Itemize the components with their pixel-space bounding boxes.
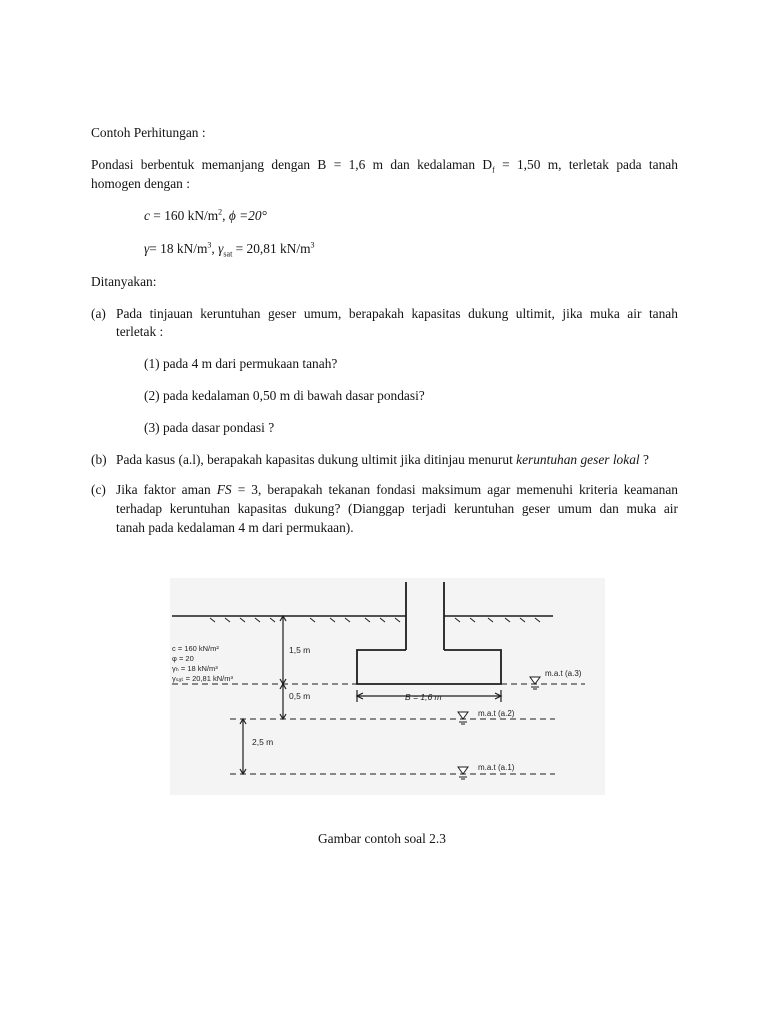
word: tanah	[648, 306, 678, 321]
phi-value: ϕ =20°	[228, 208, 267, 223]
word: muka	[626, 501, 657, 516]
question-a-line-1	[116, 306, 678, 322]
word: $D_f$	[482, 157, 495, 175]
word: geser	[268, 306, 297, 321]
question-b-italic: keruntuhan geser lokal	[516, 452, 640, 467]
question-b-main: Pada kasus (a.l), berapakah kapasitas dukung ultimit jika ditinjau menurut	[116, 452, 517, 467]
word: memanjang	[201, 157, 265, 172]
word: ultimit,	[515, 306, 555, 321]
label-gamma: γₕ = 18 kN/m³	[172, 664, 218, 673]
question-c-pre: Jika faktor aman	[116, 482, 217, 497]
gamma-separator: ,	[211, 241, 219, 256]
c-exponent: 2	[218, 207, 223, 217]
word: berapakah	[348, 306, 404, 321]
figure-caption: Gambar contoh soal 2.3	[318, 831, 446, 846]
gamma-sat-value: = 20,81 kN/m	[232, 241, 311, 256]
question-c-fs: FS	[216, 482, 232, 497]
param-gamma	[144, 241, 315, 257]
gamma-sat-exponent: 3	[310, 240, 315, 250]
word: terletak	[568, 157, 609, 172]
question-c-line-2	[116, 501, 678, 517]
word: air	[627, 306, 642, 321]
param-c-phi	[144, 208, 267, 224]
heading: Contoh Perhitungan :	[91, 125, 206, 140]
question-a-3: (3) pada dasar pondasi ?	[144, 420, 275, 435]
word: m,	[547, 157, 562, 172]
word: B	[317, 157, 327, 172]
intro-line-1	[91, 157, 678, 173]
word: Pada	[116, 306, 143, 321]
word: =	[333, 157, 342, 172]
word: kapasitas	[237, 501, 287, 516]
word: pada	[616, 157, 642, 172]
question-a-2: (2) pada kedalaman 0,50 m di bawah dasar pondasi?	[144, 388, 425, 403]
label-gamma-sat: γₛₐₜ = 20,81 kN/m³	[172, 674, 233, 683]
label-depth-05: 0,5 m	[289, 691, 311, 701]
foundation-diagram	[170, 578, 605, 795]
question-a-1: (1) pada 4 m dari permukaan tanah?	[144, 356, 338, 371]
question-c-line-3: tanah pada kedalaman 4 m dari permukaan).	[116, 520, 354, 535]
word: 1,50	[516, 157, 541, 172]
word: geser	[521, 501, 551, 516]
word: air	[663, 501, 678, 516]
label-c: c = 160 kN/m²	[172, 644, 219, 653]
word: (Dianggap	[348, 501, 405, 516]
label-mat-a2: m.a.t (a.2)	[478, 709, 515, 718]
word: dan	[390, 157, 410, 172]
question-a-label: (a)	[91, 306, 106, 321]
word: tanah	[648, 157, 678, 172]
gamma-exponent: 3	[207, 240, 212, 250]
gamma-symbol: γ	[144, 241, 150, 256]
label-mat-a3: m.a.t (a.3)	[545, 669, 582, 678]
asked-heading: Ditanyakan:	[91, 274, 157, 289]
subscript: f	[492, 165, 495, 175]
c-value: = 160 kN/m	[149, 208, 219, 223]
word: =	[502, 157, 510, 172]
question-c-label: (c)	[91, 482, 106, 497]
word: dukung	[468, 306, 509, 321]
word: keruntuhan	[200, 306, 261, 321]
question-b-label: (b)	[91, 452, 107, 467]
word: keruntuhan	[169, 501, 230, 516]
word: jika	[562, 306, 583, 321]
word: tinjauan	[149, 306, 193, 321]
figure-background	[170, 578, 605, 795]
word: dan	[599, 501, 619, 516]
word: umum,	[303, 306, 342, 321]
word: umum	[557, 501, 592, 516]
phi-separator: ,	[222, 208, 229, 223]
word: berbentuk	[140, 157, 195, 172]
question-b-text	[116, 452, 649, 468]
question-c-line-1	[116, 482, 678, 498]
word: terjadi	[412, 501, 447, 516]
label-phi: φ = 20	[172, 654, 194, 663]
word: kedalaman	[417, 157, 476, 172]
gamma-value: = 18 kN/m	[149, 241, 208, 256]
word: dukung?	[294, 501, 341, 516]
word: dengan	[271, 157, 311, 172]
gamma-sat-subscript: sat	[223, 249, 233, 259]
word: m	[372, 157, 384, 172]
c-symbol: c	[144, 208, 150, 223]
word: keruntuhan	[453, 501, 515, 516]
label-depth-df: 1,5 m	[289, 645, 311, 655]
question-c-post: = 3, berapakah tekanan fondasi maksimum agar memenuhi kriteria keamanan	[231, 482, 678, 497]
question-b-end: ?	[639, 452, 649, 467]
intro-line-2: homogen dengan :	[91, 176, 190, 191]
label-depth-25: 2,5 m	[252, 737, 274, 747]
gamma-sat-symbol: γ	[218, 241, 224, 256]
word: 1,6	[348, 157, 366, 172]
word: Pondasi	[91, 157, 134, 172]
word: terhadap	[116, 501, 163, 516]
word: muka	[590, 306, 620, 321]
word: kapasitas	[411, 306, 461, 321]
label-mat-a1: m.a.t (a.1)	[478, 763, 515, 772]
question-a-line-2: terletak :	[116, 324, 164, 339]
label-width-b: B = 1,6 m	[405, 692, 442, 702]
